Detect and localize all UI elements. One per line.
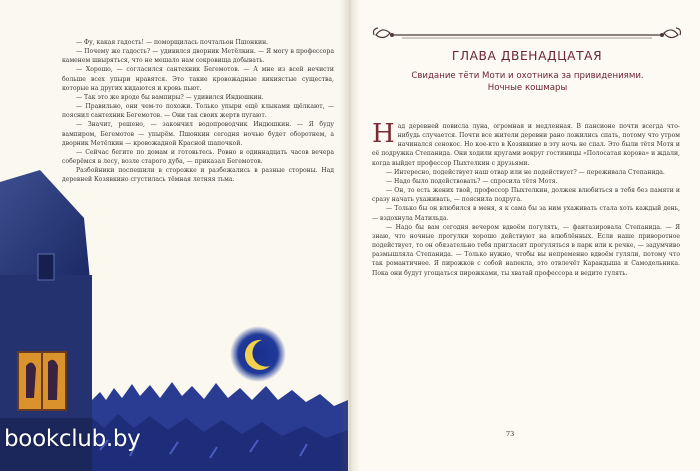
chapter-subtitle: Свидание тёти Моти и охотника за привидениями. Ночные кошмары [411, 71, 644, 93]
watermark-text: bookclub.by [4, 426, 141, 452]
left-paragraph: — Сейчас бегите по домам и готовьтесь. Ровно в одиннадцать часов вечера соберёмся в лесу, возле старого дуба, — приказал Бегемотов. [62, 148, 334, 166]
right-paragraph: — Только бы он влюбился в меня, я к сама бы за ним ухаживать стала хоть каждый день, — вздохнула Матильда. [372, 205, 680, 222]
left-paragraph: Разбойники поспешили в сторожке и разбежались в разные стороны. Над деревней Козявкино сгустилась тёмная летняя тьма. [62, 167, 334, 184]
right-paragraph: — Он, то есть жених твой, профессор Пыхтелкин, должен влюбиться в тебя без памяти и сразу начать ухаживать, — пояснила подруга. [372, 187, 680, 204]
left-paragraph: — Правильно, они чем-то похожи. Только упыри ещё клыками щёлкают, — пояснил сантехник Бегемотов. — Они так своих жертв пугают. [62, 103, 334, 120]
right-paragraph: ад деревней повисла луна, огромная и медленная. В пансионе почти всегда что-нибудь случается. Почти все жители деревни рано ложились спать, потому что утром начинался сенокос. Но кое-кто в Козявкине в эту ночь не спал. Это были тётя Мотя и её подружка Степанида. Они ходили кругами вокруг гостиницы «Полосатая корова» и ждали, когда выйдет профессор Пыхтелкин с друзьями. [372, 123, 680, 167]
moon-glow [230, 326, 286, 382]
book-gutter [340, 0, 360, 471]
house-window-top [38, 254, 54, 280]
chapter-ornament [372, 24, 682, 46]
left-page-text [62, 38, 334, 185]
right-paragraph: — Надо бы вам сегодня вечером вдвоём погулять, — фантазировала Степанида. — Я знаю, что ночные прогулки хорошо действуют на влюблённых. Если наше приворотное подействует, то он обязательно тебя пригласит прогуляться в парк или к речке, — задумчиво размышляла Степанида. — Только нужно, чтобы вы непременно вдвоём гуляли, потому что так романтичнее. Я пирожков с собой напекла, это отвлечёт Карандыша и Самодельника. Пока они будут угощаться пирожками, ты хватай профессора и ведите гулять. [372, 223, 680, 277]
left-paragraph: — Фу, какая гадость! — поморщилась почтальон Пшонкин. [76, 39, 269, 46]
right-paragraph: — Надо было подействовать? — спросила тётя Мотя. [386, 177, 558, 185]
page-number: 73 [506, 430, 515, 438]
left-page [0, 0, 348, 471]
left-paragraph: — Так это же вроде бы вампиры? — удивился Индюшкин. [76, 93, 264, 101]
left-paragraph: — Значит, решено, — закончил водопроводчик Индюшкин. — Я буду вампиром, Бегемотов — упырём. Пшонкин сегодня ночью будет оборотнем, а дворник Метёлкин — кровожадной Красной шапочкой. [62, 121, 334, 147]
drop-cap: Н [372, 119, 395, 149]
left-paragraph: — Хорошо, — согласился сантехник Бегемотов. — А мне из всей нечисти больше всех упыри нравятся. Это такие кровожадные кикиястые существа, которые на других кидаются и кровь пьют. [62, 66, 334, 92]
right-paragraph: — Интересно, подействует наш отвар или не подействует? — переживала Степанида. [386, 168, 665, 176]
right-page-text [372, 119, 680, 278]
left-paragraph: — Почему же гадость? — удивился дворник Метёлкин. — Я могу в профессора каменем швыряться, что не мешало нам сокровища добывать. [62, 48, 334, 65]
chapter-title: ГЛАВА ДВЕНАДЦАТАЯ [451, 49, 603, 63]
